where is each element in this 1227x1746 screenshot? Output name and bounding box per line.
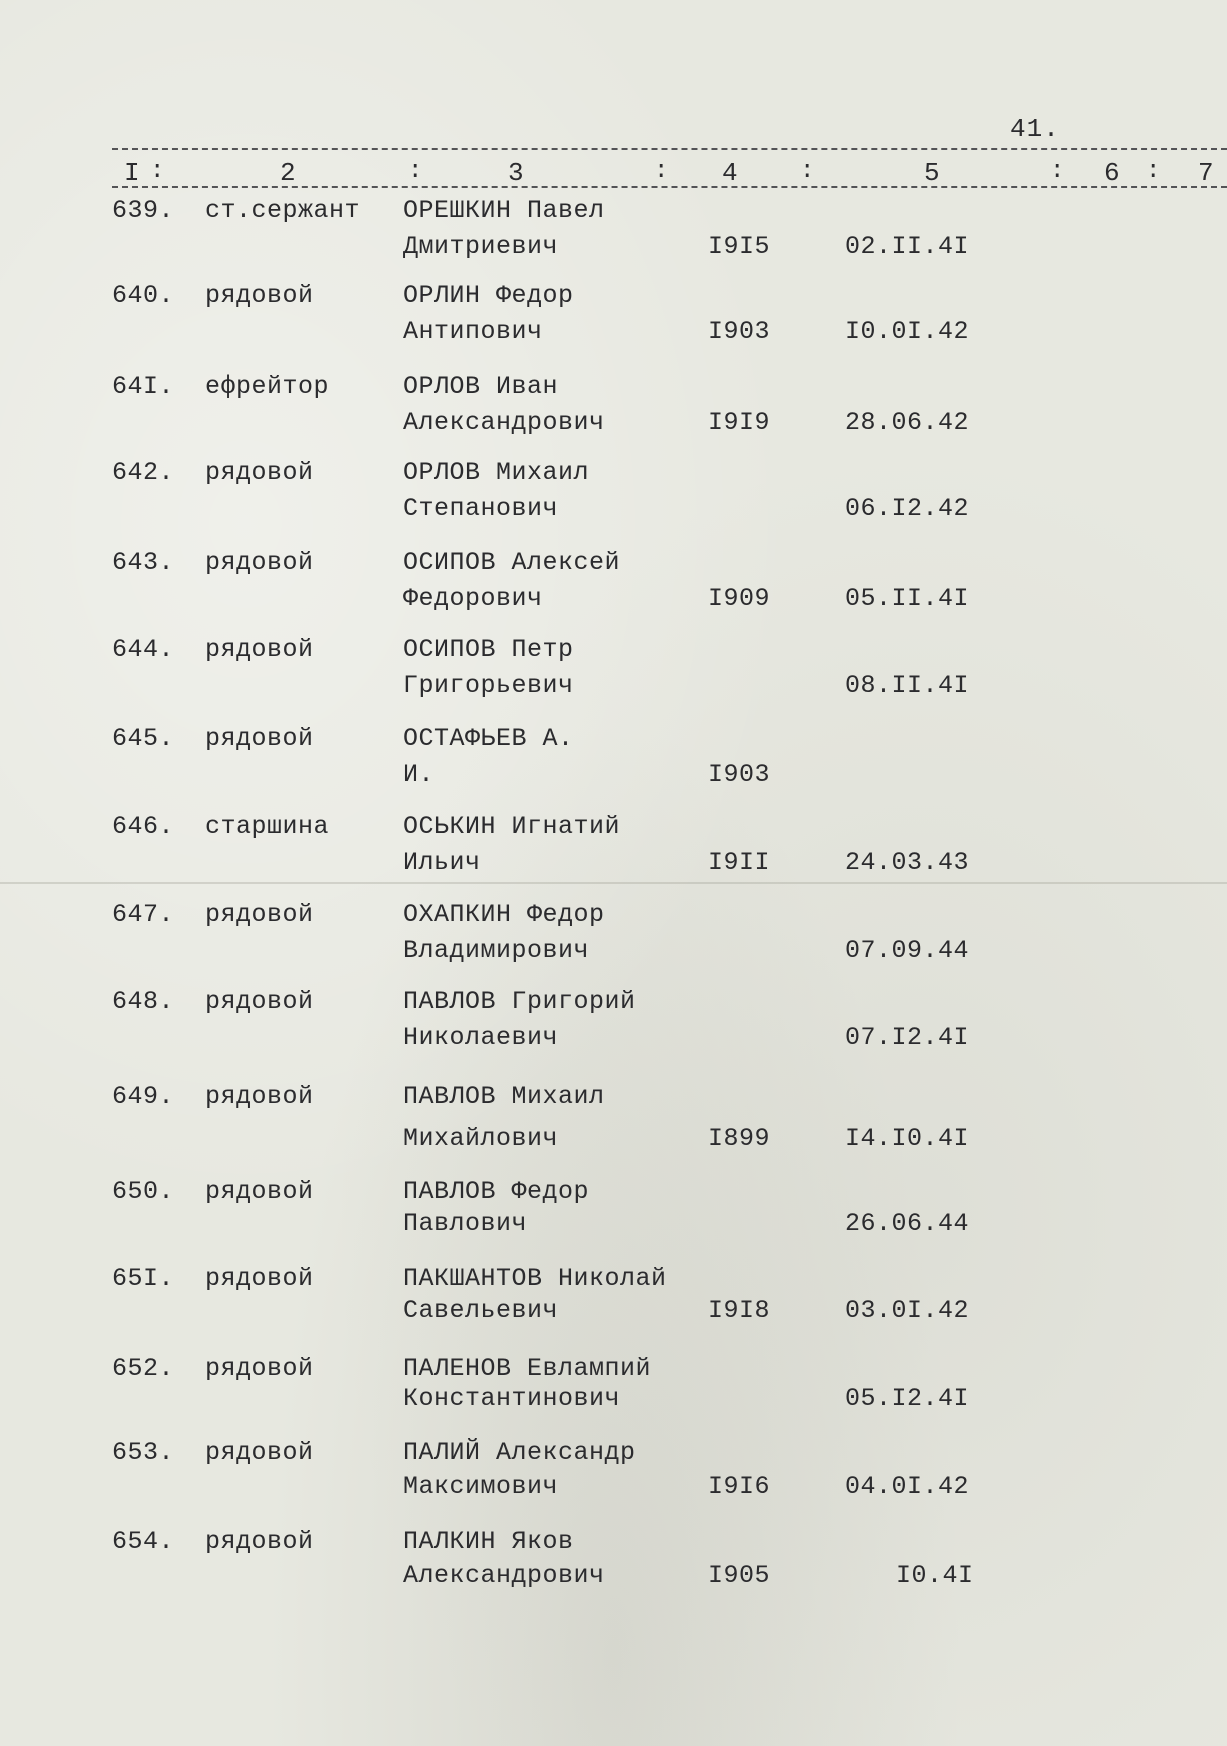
record-surname: ОСИПОВ Алексей xyxy=(403,548,621,577)
column-separator: : xyxy=(1146,158,1161,185)
column-separator: : xyxy=(800,158,815,185)
record-birth-year: I899 xyxy=(708,1124,771,1153)
column-separator: : xyxy=(408,158,423,185)
list-item xyxy=(0,635,1227,715)
record-rank: рядовой xyxy=(205,548,314,577)
record-surname: ПАЛКИН Яков xyxy=(403,1527,574,1556)
column-separator: : xyxy=(654,158,669,185)
record-number: 653. xyxy=(112,1438,175,1467)
record-birth-year: I9II xyxy=(708,848,771,877)
record-patronymic: Павлович xyxy=(403,1209,528,1238)
record-number: 639. xyxy=(112,196,175,225)
record-rank: рядовой xyxy=(205,1264,314,1293)
record-rank: рядовой xyxy=(205,900,314,929)
column-header-7: 7 xyxy=(1198,158,1214,188)
record-number: 647. xyxy=(112,900,175,929)
header-bottom-rule xyxy=(112,186,1227,188)
list-item xyxy=(0,281,1227,361)
record-number: 644. xyxy=(112,635,175,664)
record-surname: ПАВЛОВ Михаил xyxy=(403,1082,605,1111)
list-item xyxy=(0,1438,1227,1518)
record-birth-year: I9I6 xyxy=(708,1472,771,1501)
record-number: 643. xyxy=(112,548,175,577)
record-rank: рядовой xyxy=(205,1438,314,1467)
record-surname: ПАВЛОВ Григорий xyxy=(403,987,636,1016)
record-date: 05.I2.4I xyxy=(845,1384,970,1413)
record-number: 64I. xyxy=(112,372,175,401)
record-surname: ОСИПОВ Петр xyxy=(403,635,574,664)
record-birth-year: I903 xyxy=(708,760,771,789)
list-item xyxy=(0,1527,1227,1607)
record-birth-year: I903 xyxy=(708,317,771,346)
record-date: 05.II.4I xyxy=(845,584,970,613)
record-patronymic: Григорьевич xyxy=(403,671,574,700)
record-patronymic: Антипович xyxy=(403,317,543,346)
record-patronymic: Дмитриевич xyxy=(403,232,559,261)
record-number: 646. xyxy=(112,812,175,841)
record-patronymic: И. xyxy=(403,760,435,789)
record-date: 04.0I.42 xyxy=(845,1472,970,1501)
record-number: 648. xyxy=(112,987,175,1016)
record-surname: ПАЛИЙ Александр xyxy=(403,1438,636,1467)
column-separator: : xyxy=(1050,158,1065,185)
column-header-6: 6 xyxy=(1104,158,1120,188)
list-item xyxy=(0,458,1227,538)
record-surname: ОРЛИН Федор xyxy=(403,281,574,310)
record-date: I0.4I xyxy=(896,1561,974,1590)
record-number: 640. xyxy=(112,281,175,310)
record-birth-year: I905 xyxy=(708,1561,771,1590)
record-birth-year: I909 xyxy=(708,584,771,613)
record-date: 07.09.44 xyxy=(845,936,970,965)
record-number: 649. xyxy=(112,1082,175,1111)
list-item xyxy=(0,196,1227,276)
record-rank: старшина xyxy=(205,812,330,841)
record-number: 654. xyxy=(112,1527,175,1556)
record-surname: ОСТАФЬЕВ А. xyxy=(403,724,574,753)
record-rank: ефрейтор xyxy=(205,372,330,401)
record-birth-year: I9I5 xyxy=(708,232,771,261)
record-patronymic: Савельевич xyxy=(403,1296,559,1325)
record-surname: ПАКШАНТОВ Николай xyxy=(403,1264,667,1293)
record-date: 28.06.42 xyxy=(845,408,970,437)
record-rank: рядовой xyxy=(205,1082,314,1111)
record-patronymic: Федорович xyxy=(403,584,543,613)
record-number: 650. xyxy=(112,1177,175,1206)
record-surname: ОРЛОВ Михаил xyxy=(403,458,590,487)
list-item xyxy=(0,987,1227,1067)
record-patronymic: Степанович xyxy=(403,494,559,523)
column-header-4: 4 xyxy=(722,158,738,188)
record-number: 645. xyxy=(112,724,175,753)
record-date: 24.03.43 xyxy=(845,848,970,877)
record-birth-year: I9I9 xyxy=(708,408,771,437)
record-rank: рядовой xyxy=(205,635,314,664)
record-date: 03.0I.42 xyxy=(845,1296,970,1325)
record-date: I4.I0.4I xyxy=(845,1124,970,1153)
list-item xyxy=(0,812,1227,892)
column-header-3: 3 xyxy=(508,158,524,188)
list-item xyxy=(0,548,1227,628)
record-patronymic: Максимович xyxy=(403,1472,559,1501)
record-number: 642. xyxy=(112,458,175,487)
record-number: 65I. xyxy=(112,1264,175,1293)
record-surname: ПАВЛОВ Федор xyxy=(403,1177,590,1206)
header-top-rule xyxy=(112,148,1227,150)
page-number: 41. xyxy=(1010,114,1060,144)
record-date: 08.II.4I xyxy=(845,671,970,700)
record-birth-year: I9I8 xyxy=(708,1296,771,1325)
record-date: 26.06.44 xyxy=(845,1209,970,1238)
record-surname: ОРЛОВ Иван xyxy=(403,372,559,401)
list-item xyxy=(0,372,1227,452)
record-rank: рядовой xyxy=(205,1527,314,1556)
record-rank: ст.сержант xyxy=(205,196,361,225)
record-rank: рядовой xyxy=(205,987,314,1016)
record-surname: ПАЛЕНОВ Евлампий xyxy=(403,1354,652,1383)
record-surname: ОРЕШКИН Павел xyxy=(403,196,605,225)
column-header-1: I xyxy=(124,158,140,188)
record-rank: рядовой xyxy=(205,1177,314,1206)
record-date: I0.0I.42 xyxy=(845,317,970,346)
column-header-2: 2 xyxy=(280,158,296,188)
record-patronymic: Ильич xyxy=(403,848,481,877)
record-rank: рядовой xyxy=(205,281,314,310)
list-item xyxy=(0,724,1227,804)
column-header-5: 5 xyxy=(924,158,940,188)
record-patronymic: Михайлович xyxy=(403,1124,559,1153)
record-rank: рядовой xyxy=(205,1354,314,1383)
record-surname: ОСЬКИН Игнатий xyxy=(403,812,621,841)
record-patronymic: Николаевич xyxy=(403,1023,559,1052)
record-rank: рядовой xyxy=(205,724,314,753)
record-patronymic: Александрович xyxy=(403,408,605,437)
record-rank: рядовой xyxy=(205,458,314,487)
list-item xyxy=(0,900,1227,980)
list-item xyxy=(0,1354,1227,1434)
record-date: 07.I2.4I xyxy=(845,1023,970,1052)
record-surname: ОХАПКИН Федор xyxy=(403,900,605,929)
list-item xyxy=(0,1177,1227,1257)
record-date: 02.II.4I xyxy=(845,232,970,261)
list-item xyxy=(0,1264,1227,1344)
record-date: 06.I2.42 xyxy=(845,494,970,523)
list-item xyxy=(0,1082,1227,1162)
record-patronymic: Владимирович xyxy=(403,936,590,965)
column-separator: : xyxy=(150,158,165,185)
record-number: 652. xyxy=(112,1354,175,1383)
record-patronymic: Александрович xyxy=(403,1561,605,1590)
record-patronymic: Константинович xyxy=(403,1384,621,1413)
